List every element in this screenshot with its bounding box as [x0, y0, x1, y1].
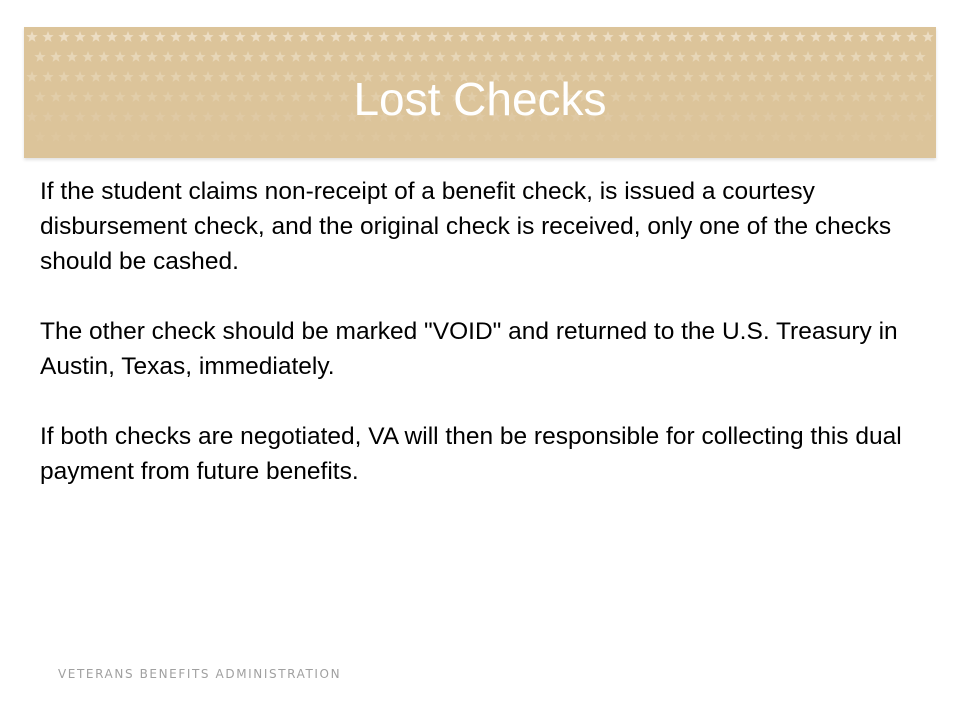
star-icon: [786, 131, 797, 142]
star-icon: [290, 51, 301, 62]
star-icon: [50, 51, 61, 62]
star-icon: [370, 51, 381, 62]
star-icon: [698, 31, 709, 42]
star-icon: [250, 31, 261, 42]
star-icon: [370, 131, 381, 142]
star-icon: [666, 31, 677, 42]
star-icon: [354, 131, 365, 142]
star-icon: [834, 131, 845, 142]
star-icon: [50, 131, 61, 142]
star-icon: [306, 51, 317, 62]
star-icon: [346, 31, 357, 42]
star-icon: [858, 31, 869, 42]
star-icon: [722, 51, 733, 62]
star-icon: [650, 31, 661, 42]
star-icon: [82, 131, 93, 142]
star-icon: [906, 31, 917, 42]
star-icon: [410, 31, 421, 42]
star-icon: [194, 131, 205, 142]
star-icon: [898, 131, 909, 142]
star-icon: [914, 51, 925, 62]
star-icon: [770, 51, 781, 62]
star-icon: [66, 131, 77, 142]
star-icon: [178, 51, 189, 62]
star-icon: [242, 131, 253, 142]
star-icon: [706, 131, 717, 142]
star-icon: [330, 31, 341, 42]
star-icon: [578, 131, 589, 142]
star-icon: [674, 131, 685, 142]
star-icon: [554, 31, 565, 42]
star-icon: [538, 31, 549, 42]
star-icon: [642, 131, 653, 142]
star-icon: [74, 31, 85, 42]
star-icon: [794, 31, 805, 42]
star-icon: [834, 51, 845, 62]
star-icon: [394, 31, 405, 42]
star-icon: [706, 51, 717, 62]
star-icon: [42, 31, 53, 42]
star-icon: [570, 31, 581, 42]
star-icon: [770, 131, 781, 142]
star-icon: [810, 31, 821, 42]
star-icon: [202, 31, 213, 42]
star-icon: [258, 131, 269, 142]
star-icon: [434, 51, 445, 62]
star-icon: [138, 31, 149, 42]
star-icon: [914, 131, 925, 142]
star-icon: [610, 51, 621, 62]
star-icon: [482, 51, 493, 62]
star-icon: [738, 51, 749, 62]
star-icon: [882, 51, 893, 62]
star-icon: [154, 31, 165, 42]
star-icon: [882, 131, 893, 142]
star-icon: [498, 51, 509, 62]
star-icon: [746, 31, 757, 42]
star-icon: [210, 131, 221, 142]
star-icon: [898, 51, 909, 62]
star-icon: [498, 131, 509, 142]
star-icon: [658, 131, 669, 142]
star-icon: [818, 51, 829, 62]
star-icon: [514, 131, 525, 142]
star-icon: [322, 131, 333, 142]
star-icon: [82, 51, 93, 62]
star-icon: [434, 131, 445, 142]
star-icon: [418, 51, 429, 62]
star-icon: [170, 31, 181, 42]
slide-body: [40, 174, 920, 524]
star-icon: [146, 51, 157, 62]
star-icon: [890, 31, 901, 42]
star-icon: [186, 31, 197, 42]
star-icon: [90, 31, 101, 42]
star-icon: [754, 131, 765, 142]
star-icon: [634, 31, 645, 42]
star-icon: [466, 131, 477, 142]
star-icon: [338, 51, 349, 62]
footer-organization: VETERANS BENEFITS ADMINISTRATION: [58, 667, 342, 681]
star-icon: [418, 131, 429, 142]
star-icon: [114, 131, 125, 142]
star-icon: [130, 131, 141, 142]
star-icon: [314, 31, 325, 42]
star-icon: [274, 51, 285, 62]
star-icon: [594, 131, 605, 142]
star-icon: [466, 51, 477, 62]
star-icon: [546, 131, 557, 142]
paragraph-non-receipt: If the student claims non-receipt of a benefit check, is issued a courtesy disbursement check, and the original check is received, only one of the checks should be cashed.: [40, 178, 892, 275]
star-icon: [226, 131, 237, 142]
star-icon: [586, 31, 597, 42]
star-icon: [258, 51, 269, 62]
star-icon: [450, 131, 461, 142]
star-icon: [754, 51, 765, 62]
star-icon: [146, 131, 157, 142]
star-icon: [866, 131, 877, 142]
star-icon: [162, 131, 173, 142]
star-icon: [218, 31, 229, 42]
star-icon: [210, 51, 221, 62]
star-icon: [642, 51, 653, 62]
star-icon: [562, 131, 573, 142]
star-icon: [842, 31, 853, 42]
star-icon: [546, 51, 557, 62]
title-banner: [24, 27, 936, 158]
star-icon: [26, 31, 37, 42]
star-icon: [506, 31, 517, 42]
star-icon: [106, 31, 117, 42]
star-icon: [402, 131, 413, 142]
star-icon: [354, 51, 365, 62]
slide-title: Lost Checks: [353, 73, 607, 125]
star-icon: [442, 31, 453, 42]
star-icon: [514, 51, 525, 62]
star-icon: [34, 51, 45, 62]
star-icon: [114, 51, 125, 62]
star-icon: [266, 31, 277, 42]
star-icon: [322, 51, 333, 62]
star-icon: [922, 31, 933, 42]
star-icon: [34, 131, 45, 142]
star-icon: [786, 51, 797, 62]
star-icon: [730, 31, 741, 42]
star-icon: [682, 31, 693, 42]
star-icon: [722, 131, 733, 142]
star-icon: [690, 51, 701, 62]
star-icon: [378, 31, 389, 42]
star-icon: [690, 131, 701, 142]
star-icon: [178, 131, 189, 142]
star-icon: [282, 31, 293, 42]
star-icon: [602, 31, 613, 42]
star-icon: [450, 51, 461, 62]
star-icon: [850, 51, 861, 62]
star-icon: [162, 51, 173, 62]
star-icon: [58, 31, 69, 42]
star-icon: [802, 131, 813, 142]
star-icon: [402, 51, 413, 62]
star-icon: [98, 131, 109, 142]
star-icon: [762, 31, 773, 42]
star-icon: [362, 31, 373, 42]
star-icon: [714, 31, 725, 42]
star-icon: [122, 31, 133, 42]
star-icon: [562, 51, 573, 62]
star-icon: [594, 51, 605, 62]
star-icon: [850, 131, 861, 142]
star-icon: [530, 51, 541, 62]
star-icon: [194, 51, 205, 62]
star-icon: [298, 31, 309, 42]
star-icon: [738, 131, 749, 142]
star-icon: [626, 51, 637, 62]
star-icon: [658, 51, 669, 62]
star-icon: [866, 51, 877, 62]
star-icon: [674, 51, 685, 62]
star-icon: [482, 131, 493, 142]
star-icon: [522, 31, 533, 42]
star-icon: [242, 51, 253, 62]
star-icon: [386, 131, 397, 142]
star-icon: [386, 51, 397, 62]
paragraph-dual-payment: If both checks are negotiated, VA will then be responsible for collecting this dual payment from future benefits.: [40, 423, 902, 485]
star-icon: [426, 31, 437, 42]
star-icon: [338, 131, 349, 142]
star-icon: [802, 51, 813, 62]
star-icon: [458, 31, 469, 42]
star-icon: [66, 51, 77, 62]
star-icon: [130, 51, 141, 62]
star-icon: [778, 31, 789, 42]
paragraph-void-return: The other check should be marked "VOID" and returned to the U.S. Treasury in Austin, Texas, immediately.: [40, 318, 898, 380]
star-icon: [490, 31, 501, 42]
star-icon: [826, 31, 837, 42]
star-icon: [226, 51, 237, 62]
star-icon: [306, 131, 317, 142]
star-icon: [626, 131, 637, 142]
star-icon: [234, 31, 245, 42]
star-icon: [290, 131, 301, 142]
star-icon: [610, 131, 621, 142]
star-icon: [874, 31, 885, 42]
star-icon: [474, 31, 485, 42]
star-icon: [618, 31, 629, 42]
star-icon: [274, 131, 285, 142]
star-icon: [578, 51, 589, 62]
star-icon: [98, 51, 109, 62]
star-icon: [818, 131, 829, 142]
star-icon: [530, 131, 541, 142]
